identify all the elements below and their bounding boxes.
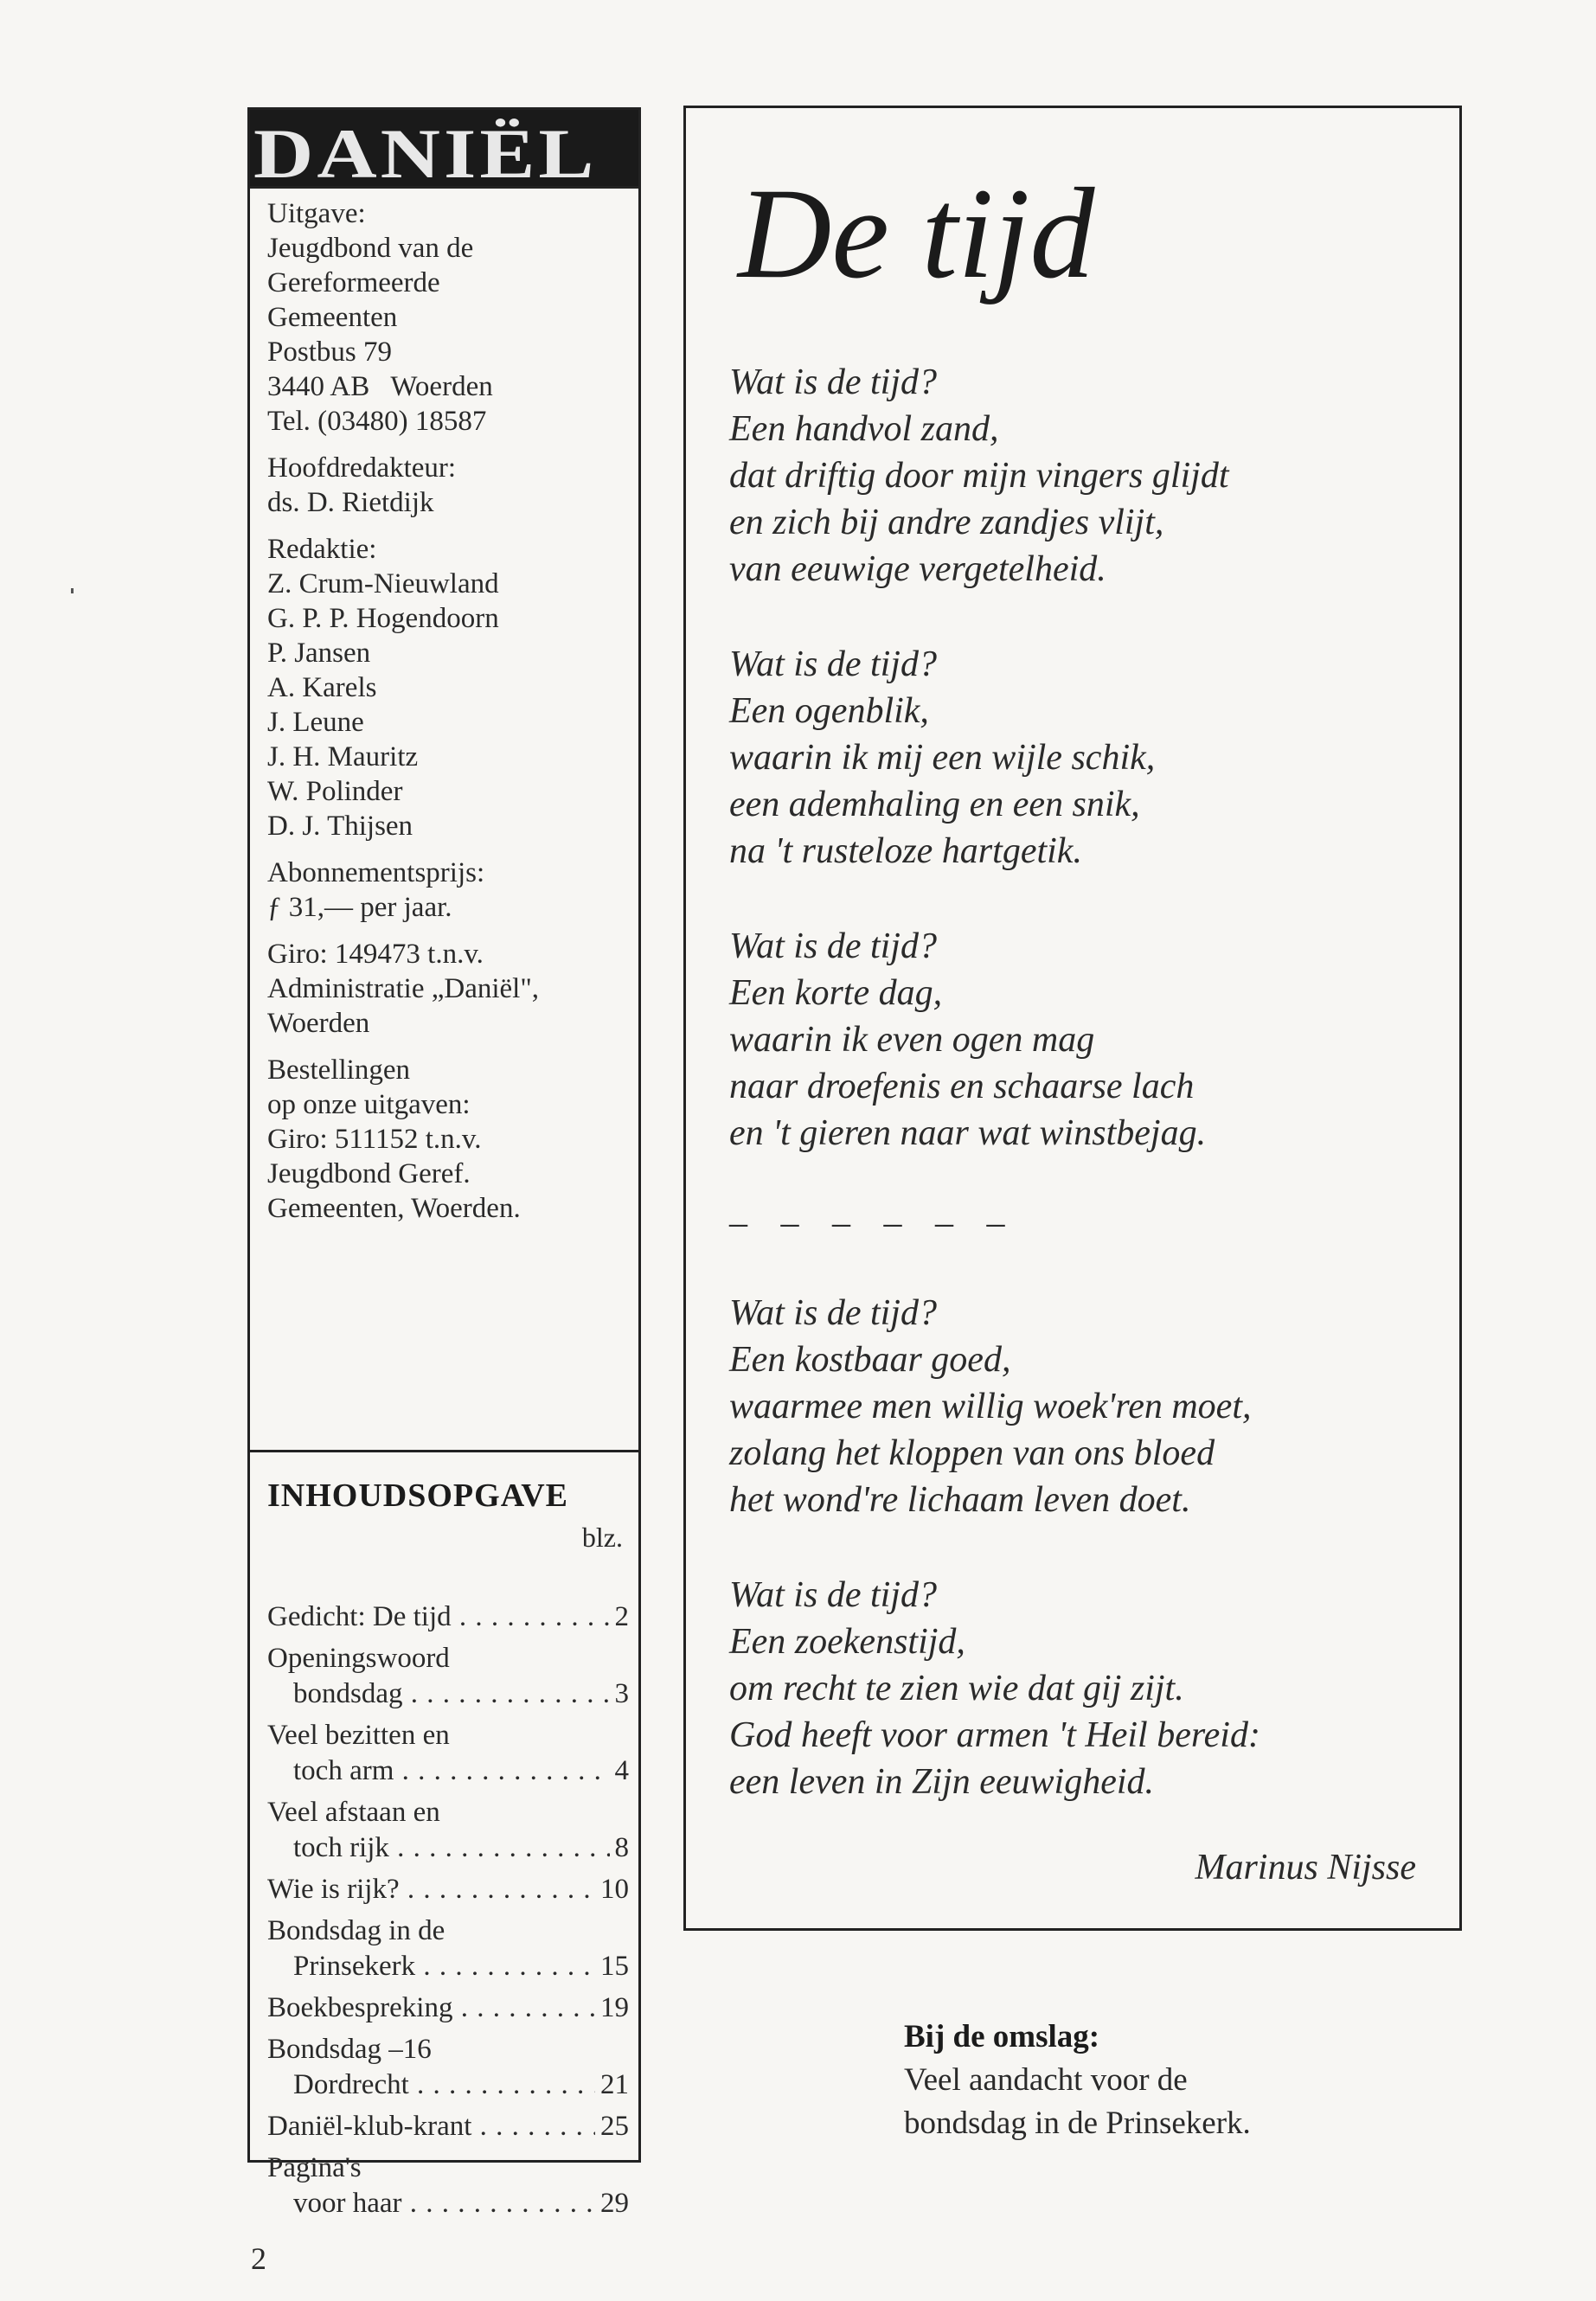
giro-group: [267, 937, 631, 1041]
toc-entry[interactable]: [267, 2032, 629, 2103]
orders-group: [267, 1053, 631, 1226]
poem-author: Marinus Nijsse: [1195, 1848, 1416, 1888]
orders-line: Bestellingen: [267, 1054, 410, 1086]
poem-line: Wat is de tijd?: [729, 1293, 937, 1333]
poem-stanza: [729, 923, 1439, 1157]
toc-entry-title: Gedicht: De tijd . . .: [267, 1599, 610, 1635]
toc-entry[interactable]: [267, 2150, 629, 2221]
toc-entry-page: 10: [600, 1874, 629, 1905]
caption-heading: Bij de omslag:: [904, 2019, 1100, 2054]
poem-line: naar droefenis en schaarse lach: [729, 1067, 1195, 1106]
poem-line: van eeuwige vergetelheid.: [729, 549, 1106, 589]
toc-entry-subtitle: Dordrecht . . .: [293, 2067, 595, 2103]
toc-entry-page: 8: [614, 1832, 629, 1863]
poem-line: na 't rusteloze hartgetik.: [729, 831, 1082, 871]
publisher-line: Jeugdbond van de: [267, 233, 474, 264]
poem-line: en zich bij andre zandjes vlijt,: [729, 503, 1164, 542]
toc-entry-title: Boekbespreking . . .: [267, 1990, 595, 2026]
editorial-board-group: [267, 532, 631, 843]
caption-line: bondsdag in de Prinsekerk.: [904, 2106, 1251, 2141]
toc-entry[interactable]: [267, 1872, 629, 1907]
toc-entry-title: Bondsdag –16: [267, 2034, 432, 2065]
poem-line: waarin ik even ogen mag: [729, 1020, 1095, 1060]
abonnement-price: ƒ 31,— per jaar.: [267, 892, 452, 923]
toc-entry[interactable]: [267, 2109, 629, 2144]
masthead: [250, 110, 638, 189]
toc-entry-page: 4: [614, 1755, 629, 1786]
toc-entry[interactable]: [267, 1795, 629, 1866]
publisher-line: 3440 AB Woerden: [267, 371, 493, 402]
publisher-line: Gereformeerde: [267, 267, 440, 298]
toc-entry-page: 19: [600, 1992, 629, 2023]
abonnement-label: Abonnementsprijs:: [267, 857, 485, 888]
poem-line: God heeft voor armen 't Heil bereid:: [729, 1715, 1260, 1755]
orders-line: op onze uitgaven:: [267, 1089, 471, 1120]
orders-line: Gemeenten, Woerden.: [267, 1193, 521, 1224]
cover-caption: [904, 2016, 1251, 2145]
poem-stanza: [729, 359, 1439, 593]
toc-entry-title: Daniël-klub-krant . . .: [267, 2109, 595, 2144]
colophon-box: [247, 107, 641, 2219]
toc-entry-subtitle: bondsdag . . .: [293, 1676, 610, 1712]
toc-entry-title: Wie is rijk? . . .: [267, 1872, 595, 1907]
poem-stanza: [729, 1572, 1439, 1805]
uitgave-label: Uitgave:: [267, 198, 366, 229]
table-of-contents: [267, 1599, 629, 2227]
redaktie-name: A. Karels: [267, 672, 377, 703]
poem-line: het wond're lichaam leven doet.: [729, 1480, 1191, 1520]
poem-line: een leven in Zijn eeuwigheid.: [729, 1762, 1155, 1802]
poem-stanza: [729, 641, 1439, 875]
poem-box: [683, 106, 1462, 1931]
section-divider: [250, 1450, 638, 1452]
poem-line: en 't gieren naar wat winstbejag.: [729, 1113, 1207, 1153]
poem-line: Een ogenblik,: [729, 691, 929, 731]
page-number: 2: [251, 2241, 266, 2276]
poem-title: De tijd: [738, 162, 1095, 305]
poem-line: Een korte dag,: [729, 973, 943, 1013]
toc-page-label: blz.: [581, 1522, 623, 1553]
toc-entry-title: Bondsdag in de: [267, 1915, 445, 1946]
hoofdredakteur-name: ds. D. Rietdijk: [267, 487, 434, 518]
poem-line: waarin ik mij een wijle schik,: [729, 738, 1156, 778]
poem-stanza: [729, 1290, 1439, 1523]
publisher-group: [267, 196, 631, 439]
poem-line: een ademhaling en een snik,: [729, 785, 1140, 824]
redaktie-name: J. H. Mauritz: [267, 741, 419, 772]
toc-entry-title: Openingswoord: [267, 1643, 450, 1674]
redaktie-name: G. P. P. Hogendoorn: [267, 603, 499, 634]
toc-entry-subtitle: toch arm . . .: [293, 1753, 610, 1789]
giro-line: Administratie „Daniël",: [267, 973, 540, 1004]
hoofdredakteur-label: Hoofdredakteur:: [267, 452, 457, 484]
poem-line: Een zoekenstijd,: [729, 1622, 965, 1662]
toc-entry-title: Veel afstaan en: [267, 1797, 440, 1828]
poem-line: dat driftig door mijn vingers glijdt: [729, 456, 1229, 496]
toc-entry-page: 21: [600, 2069, 629, 2100]
toc-entry-subtitle: Prinsekerk . . .: [293, 1949, 595, 1984]
poem-line: Wat is de tijd?: [729, 362, 937, 402]
toc-entry-title: Pagina's: [267, 2152, 362, 2183]
orders-line: Giro: 511152 t.n.v.: [267, 1124, 482, 1155]
poem-line: Wat is de tijd?: [729, 1575, 937, 1615]
toc-entry-subtitle: toch rijk . . .: [293, 1830, 610, 1866]
poem-line: Een kostbaar goed,: [729, 1340, 1011, 1380]
toc-entry-subtitle: voor haar . . .: [293, 2186, 595, 2221]
toc-entry[interactable]: [267, 1599, 629, 1635]
publisher-line: Tel. (03480) 18587: [267, 406, 487, 437]
poem-line: waarmee men willig woek'ren moet,: [729, 1387, 1252, 1426]
toc-entry-page: 15: [600, 1951, 629, 1982]
magazine-logo: DANIËL: [253, 113, 598, 189]
redaktie-name: D. J. Thijsen: [267, 811, 413, 842]
caption-line: Veel aandacht voor de: [904, 2062, 1188, 2098]
toc-title: INHOUDSOPGAVE: [267, 1477, 569, 1514]
toc-entry-page: 2: [614, 1601, 629, 1632]
poem-line: Een handvol zand,: [729, 409, 999, 449]
redaktie-name: P. Jansen: [267, 638, 371, 669]
colophon-info: [267, 196, 631, 1238]
scan-speck: [71, 588, 74, 593]
publisher-line: Postbus 79: [267, 336, 392, 368]
poem-line: Wat is de tijd?: [729, 644, 937, 684]
poem-body: [729, 359, 1439, 1854]
publisher-line: Gemeenten: [267, 302, 398, 333]
redaktie-label: Redaktie:: [267, 534, 377, 565]
redaktie-name: Z. Crum-Nieuwland: [267, 568, 499, 599]
redaktie-name: W. Polinder: [267, 776, 403, 807]
poem-line: zolang het kloppen van ons bloed: [729, 1433, 1215, 1473]
toc-entry-title: Veel bezitten en: [267, 1720, 450, 1751]
editor-in-chief-group: [267, 451, 631, 520]
toc-entry[interactable]: [267, 1718, 629, 1789]
giro-line: Giro: 149473 t.n.v.: [267, 939, 484, 970]
toc-entry[interactable]: [267, 1913, 629, 1984]
subscription-group: [267, 856, 631, 925]
stanza-separator: – – – – – –: [729, 1203, 1017, 1243]
toc-entry-page: 25: [600, 2111, 629, 2142]
poem-line: om recht te zien wie dat gij zijt.: [729, 1669, 1184, 1708]
toc-entry-page: 29: [600, 2188, 629, 2219]
toc-entry[interactable]: [267, 1990, 629, 2026]
redaktie-name: J. Leune: [267, 707, 364, 738]
giro-line: Woerden: [267, 1008, 370, 1039]
poem-line: Wat is de tijd?: [729, 926, 937, 966]
orders-line: Jeugdbond Geref.: [267, 1158, 471, 1189]
toc-entry[interactable]: [267, 1641, 629, 1712]
toc-entry-page: 3: [614, 1678, 629, 1709]
